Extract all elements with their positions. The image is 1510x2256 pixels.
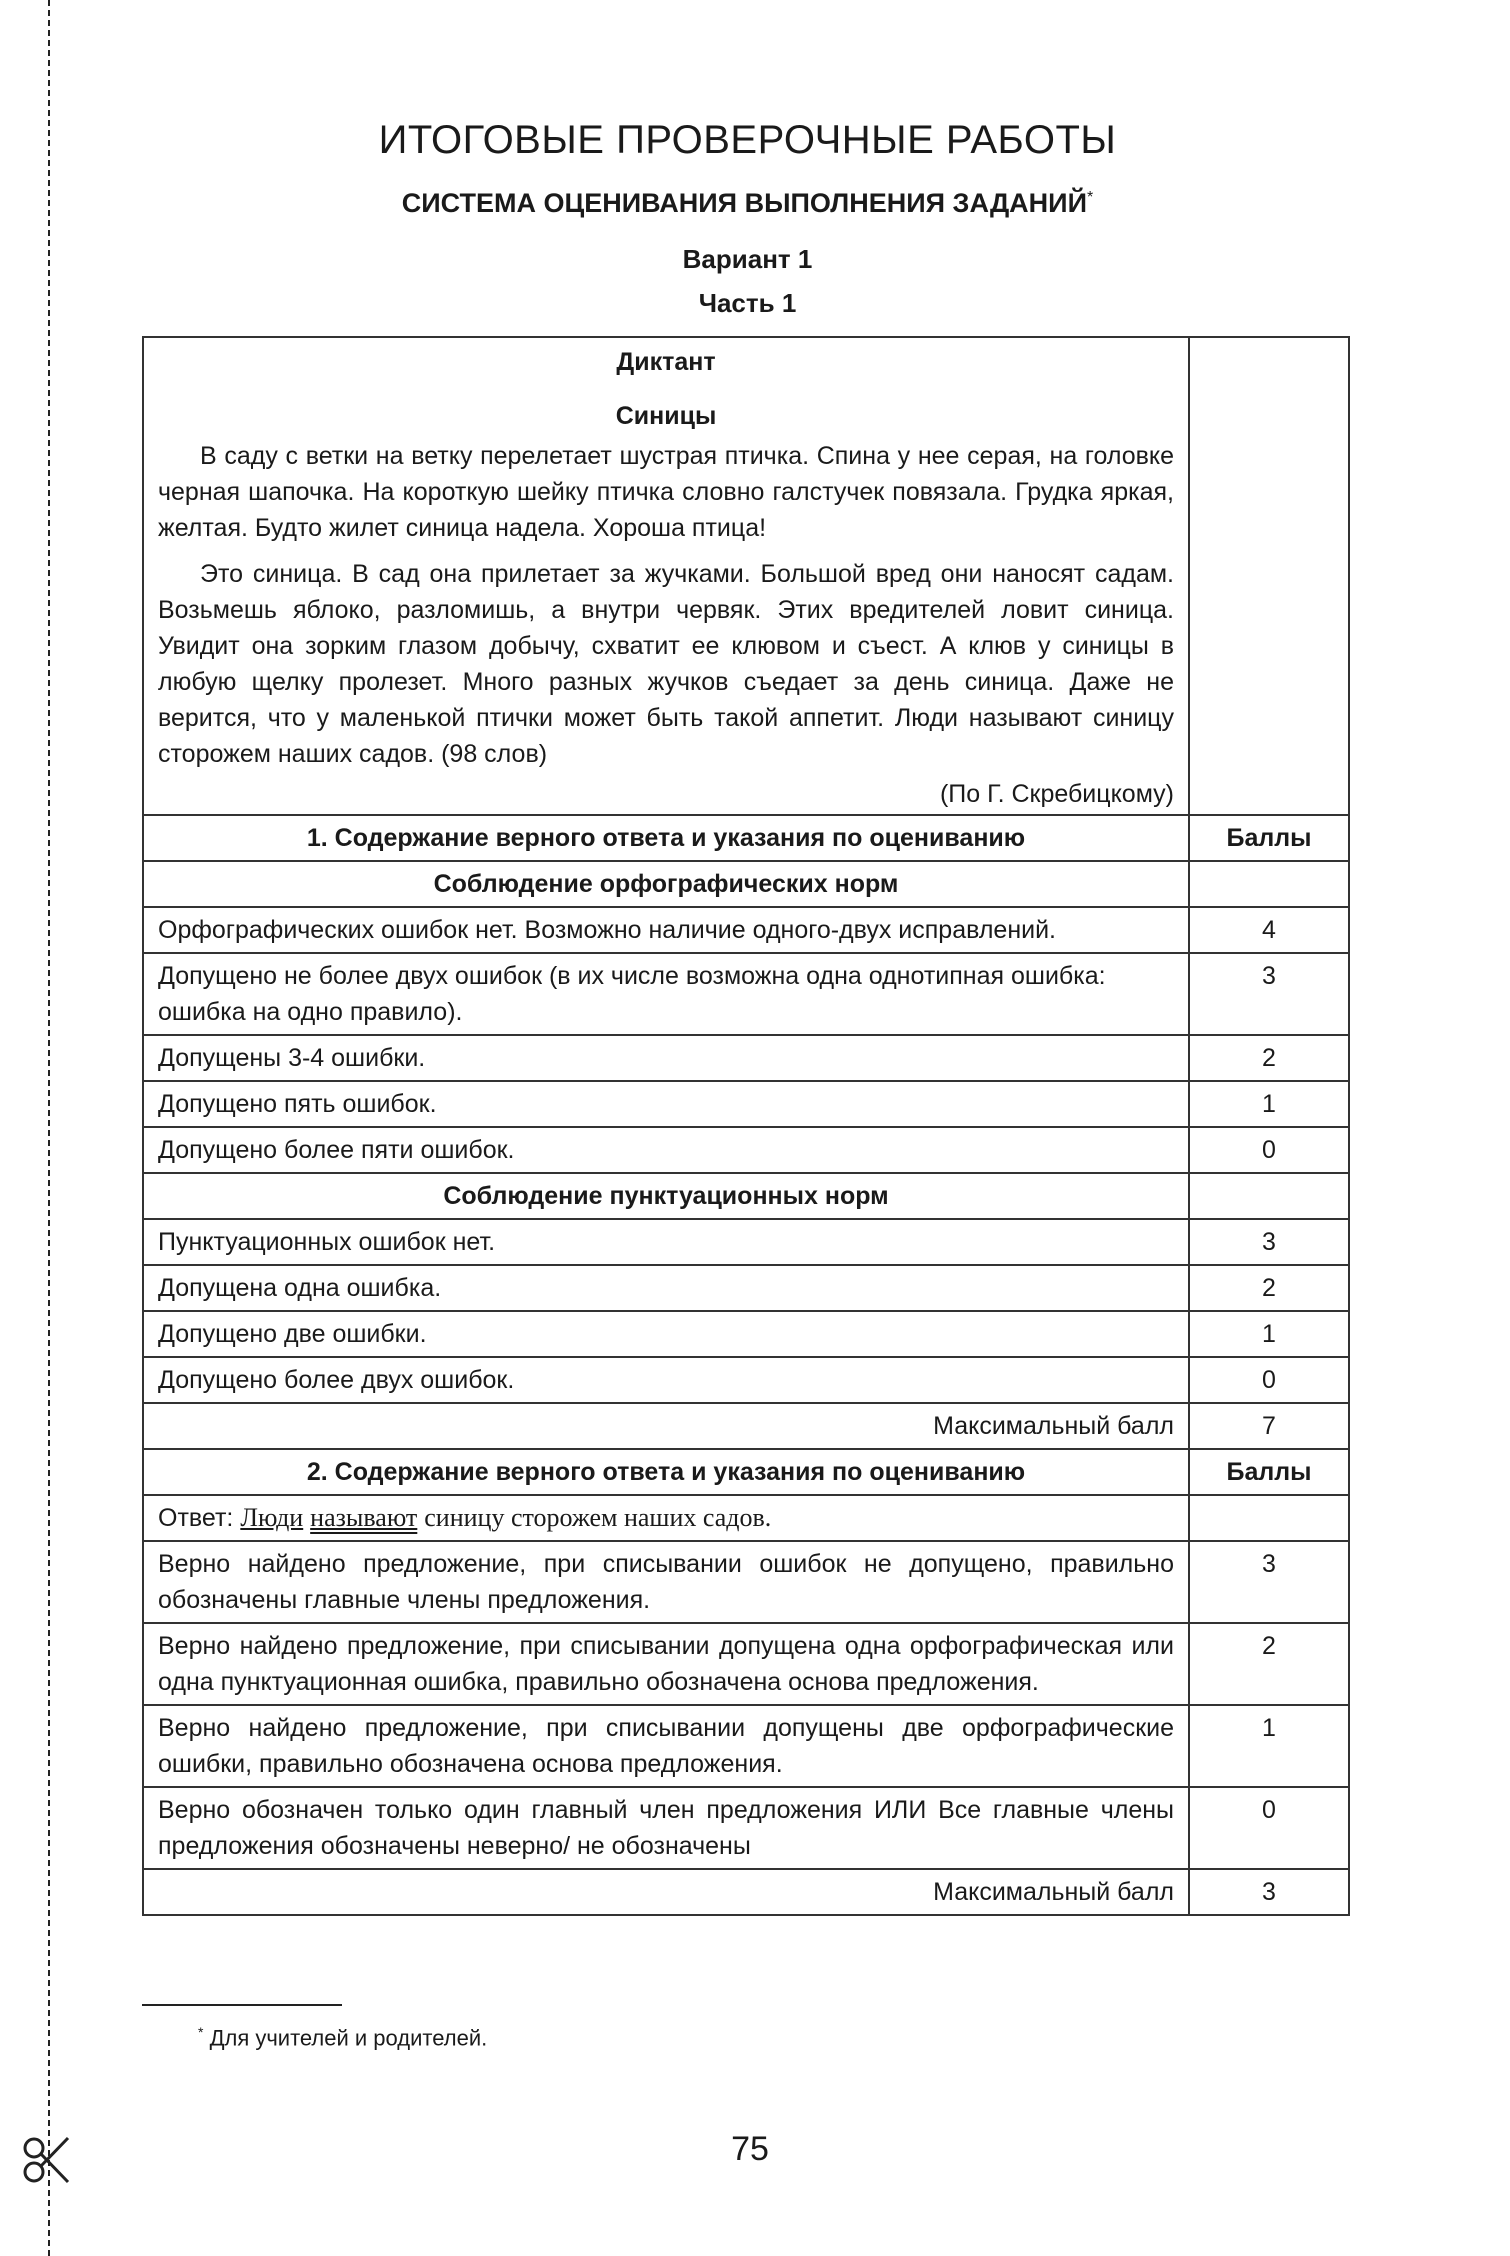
criterion-text: Верно найдено предложение, при списывании допущены две орфографические ошибки, правильно обозначена основа предложения. (143, 1705, 1189, 1787)
criterion-points: 0 (1189, 1787, 1349, 1869)
task1-header: 1. Содержание верного ответа и указания по оцениванию (143, 815, 1189, 861)
criterion-points: 4 (1189, 907, 1349, 953)
grading-table (142, 336, 1350, 1916)
table-row (143, 907, 1349, 953)
criterion-text: Верно обозначен только один главный член предложения ИЛИ Все главные члены предложения обозначены неверно/ не обозначены (143, 1787, 1189, 1869)
dictation-paragraph: Это синица. В сад она прилетает за жучками. Большой вред они наносят садам. Возьмешь яблоко, разломишь, а внутри червяк. Этих вредителей ловит синица. Увидит она зорким глазом добычу, схватит ее клювом и съест. А клюв у синицы в любую щелку пролезет. Много разных жучков съедает за день синица. Даже не верится, что у маленькой птички может быть такой аппетит. Люди называют синицу сторожем наших садов. (98 слов) (158, 560, 1174, 768)
table-row (143, 1541, 1349, 1623)
criterion-text: Допущено более пяти ошибок. (143, 1127, 1189, 1173)
task1-header-row (143, 815, 1349, 861)
criterion-text: Допущено более двух ошибок. (143, 1357, 1189, 1403)
cut-line (48, 0, 50, 2256)
criterion-points: 0 (1189, 1127, 1349, 1173)
table-row (143, 1705, 1349, 1787)
empty-points-cell (1189, 337, 1349, 815)
table-row (143, 1623, 1349, 1705)
table-row (143, 1035, 1349, 1081)
criterion-points: 1 (1189, 1081, 1349, 1127)
section-punctuation: Соблюдение пунктуационных норм (143, 1173, 1189, 1219)
answer-row (143, 1495, 1349, 1541)
variant-label: Вариант 1 (682, 244, 813, 274)
empty-points-cell (1189, 861, 1349, 907)
table-row (143, 1219, 1349, 1265)
answer-subject: Люди (240, 1503, 304, 1532)
part-label: Часть 1 (698, 288, 797, 318)
footnote (198, 2024, 487, 2051)
criterion-text: Допущены 3-4 ошибки. (143, 1035, 1189, 1081)
table-row (143, 1311, 1349, 1357)
footnote-text: Для учителей и родителей. (209, 2025, 488, 2051)
dictation-row (143, 337, 1349, 815)
page-number: 75 (731, 2130, 769, 2168)
criterion-points: 1 (1189, 1311, 1349, 1357)
empty-points-cell (1189, 1495, 1349, 1541)
section-row (143, 1173, 1349, 1219)
dictation-cell (143, 337, 1189, 815)
dictation-heading: Диктант (616, 348, 716, 376)
dictation-source: (По Г. Скребицкому) (939, 780, 1174, 808)
dictation-title: Синицы (615, 402, 717, 430)
answer-label: Ответ: (158, 1504, 234, 1532)
page-subtitle (145, 188, 1350, 219)
criterion-points: 2 (1189, 1035, 1349, 1081)
task2-header: 2. Содержание верного ответа и указания по оцениванию (143, 1449, 1189, 1495)
criterion-text: Допущена одна ошибка. (143, 1265, 1189, 1311)
footnote-mark: * (198, 2024, 204, 2040)
footnote-divider (142, 2004, 342, 2006)
criterion-points: 2 (1189, 1265, 1349, 1311)
answer-predicate: называют (310, 1503, 418, 1532)
criterion-points: 3 (1189, 953, 1349, 1035)
criterion-text: Орфографических ошибок нет. Возможно наличие одного-двух исправлений. (143, 907, 1189, 953)
criterion-text: Верно найдено предложение, при списывании ошибок не допущено, правильно обозначены главные члены предложения. (143, 1541, 1189, 1623)
criterion-text: Допущено не более двух ошибок (в их числе возможна одна однотипная ошибка: ошибка на одно правило). (143, 953, 1189, 1035)
max-score-label: Максимальный балл (143, 1403, 1189, 1449)
points-header: Баллы (1189, 815, 1349, 861)
table-row (143, 1357, 1349, 1403)
criterion-text: Допущено пять ошибок. (143, 1081, 1189, 1127)
max-score-label: Максимальный балл (143, 1869, 1189, 1915)
dictation-paragraph: В саду с ветки на ветку перелетает шустрая птичка. Спина у нее серая, на головке черная шапочка. На короткую шейку птичка словно галстучек повязала. Грудка яркая, желтая. Будто жилет синица надела. Хороша птица! (158, 442, 1174, 542)
footnote-mark: * (1086, 189, 1094, 206)
criterion-points: 2 (1189, 1623, 1349, 1705)
table-row (143, 1787, 1349, 1869)
table-row (143, 1081, 1349, 1127)
table-row (143, 1265, 1349, 1311)
empty-points-cell (1189, 1173, 1349, 1219)
criterion-points: 0 (1189, 1357, 1349, 1403)
section-row (143, 861, 1349, 907)
max-score-row (143, 1403, 1349, 1449)
max-score-row (143, 1869, 1349, 1915)
section-spelling: Соблюдение орфографических норм (143, 861, 1189, 907)
scissors-icon (18, 2118, 78, 2198)
points-header: Баллы (1189, 1449, 1349, 1495)
criterion-points: 3 (1189, 1219, 1349, 1265)
max-score-value: 7 (1189, 1403, 1349, 1449)
max-score-value: 3 (1189, 1869, 1349, 1915)
answer-cell (143, 1495, 1189, 1541)
answer-rest: синицу сторожем наших садов. (424, 1503, 772, 1532)
page-title: ИТОГОВЫЕ ПРОВЕРОЧНЫЕ РАБОТЫ (378, 118, 1117, 162)
table-row (143, 953, 1349, 1035)
criterion-text: Пунктуационных ошибок нет. (143, 1219, 1189, 1265)
table-row (143, 1127, 1349, 1173)
criterion-text: Верно найдено предложение, при списывании допущена одна орфографическая или одна пунктуационная ошибка, правильно обозначена основа предложения. (143, 1623, 1189, 1705)
subtitle-text: СИСТЕМА ОЦЕНИВАНИЯ ВЫПОЛНЕНИЯ ЗАДАНИЙ (401, 188, 1087, 218)
criterion-text: Допущено две ошибки. (143, 1311, 1189, 1357)
task2-header-row (143, 1449, 1349, 1495)
criterion-points: 3 (1189, 1541, 1349, 1623)
criterion-points: 1 (1189, 1705, 1349, 1787)
